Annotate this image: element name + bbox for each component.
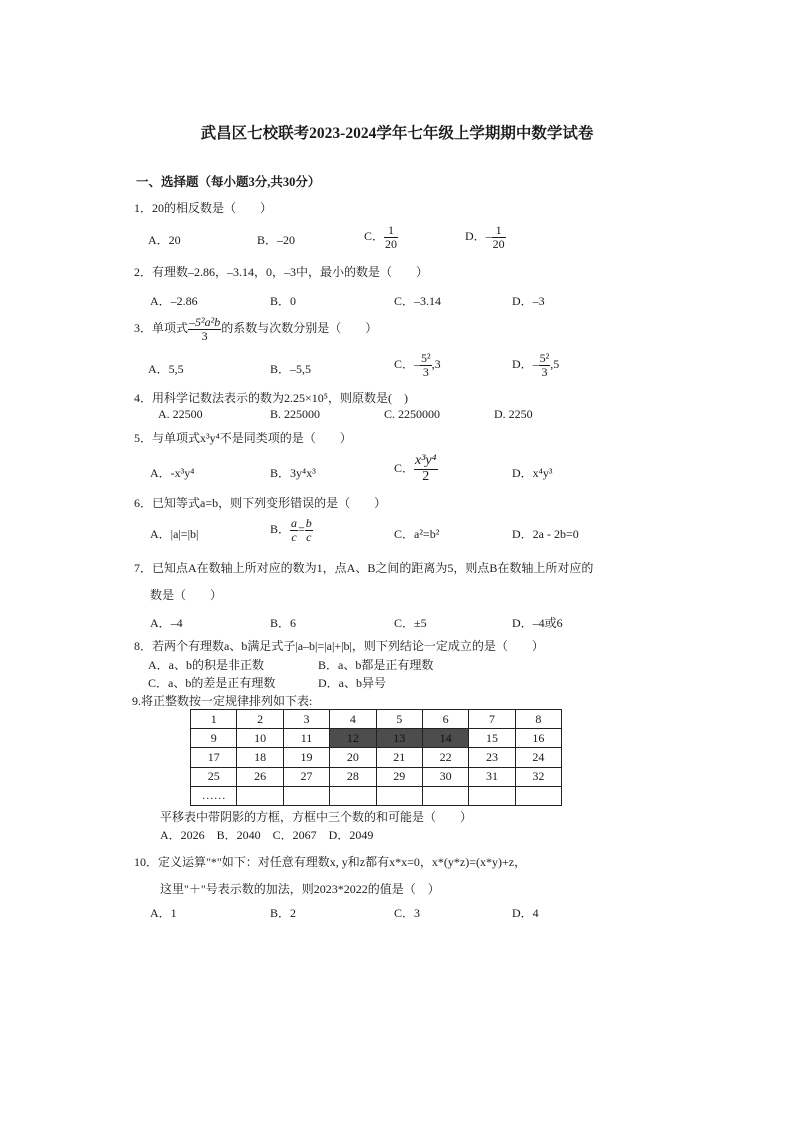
q3-stem-num: –5²a²b [189, 315, 221, 329]
q3-d-den: 3 [541, 364, 548, 379]
grid-cell: 32 [515, 767, 561, 786]
grid-row [191, 748, 562, 767]
q6-b-den1: c [291, 529, 297, 544]
q5-option-d: D．x⁴y³ [512, 466, 553, 480]
q3-c-num: 5² [421, 351, 431, 365]
grid-cell: 14 [422, 729, 468, 748]
q3-c-post: ,3 [431, 356, 441, 371]
grid-cell: 10 [237, 729, 283, 748]
q5-c-label: C． [394, 460, 415, 475]
grid-cell: 4 [330, 710, 376, 729]
q1-option-d-label: D．– [465, 228, 492, 243]
q5-option-a: A．-x³y⁴ [150, 466, 195, 480]
q9-stem: 9.将正整数按一定规律排列如下表: [132, 694, 313, 708]
q3-stem [134, 316, 377, 342]
grid-cell: 20 [330, 748, 376, 767]
q7-option-c: C．±5 [394, 616, 427, 630]
q8-option-d: D．a、b异号 [318, 676, 386, 690]
q1-d-den: 20 [492, 236, 505, 251]
q3-c-label: C．– [394, 356, 421, 371]
q3-c-fraction [420, 352, 432, 378]
grid-cell: 7 [469, 710, 515, 729]
grid-cell: 19 [283, 748, 329, 767]
q6-b-fraction-2 [305, 517, 313, 543]
q6-option-d: D．2a - 2b=0 [512, 527, 579, 541]
q8-option-b: B．a、b都是正有理数 [318, 658, 434, 672]
exam-title: 武昌区七校联考2023-2024学年七年级上学期期中数学试卷 [200, 125, 594, 142]
q1-option-c-label: C． [364, 228, 385, 243]
grid-row [191, 786, 562, 805]
grid-cell: 24 [515, 748, 561, 767]
q6-b-fraction-1 [290, 517, 298, 543]
q10-option-c: C．3 [394, 906, 421, 920]
q3-c-den: 3 [422, 364, 429, 379]
q3-option-c [394, 352, 441, 378]
grid-cell: 3 [283, 710, 329, 729]
q9-after-text: 平移表中带阴影的方框，方框中三个数的和可能是（ ） [160, 810, 473, 824]
q3-d-fraction [539, 352, 551, 378]
q5-option-c [394, 454, 438, 484]
grid-cell: 25 [191, 767, 237, 786]
grid-row [191, 710, 562, 729]
q1-option-a: A．20 [148, 233, 181, 247]
q5-stem: 5．与单项式x³y⁴不是同类项的是（ ） [134, 431, 352, 445]
q10-option-d: D．4 [512, 906, 539, 920]
grid-cell: 23 [469, 748, 515, 767]
grid-cell: 9 [191, 729, 237, 748]
q1-d-num: 1 [492, 224, 506, 238]
q6-option-b [270, 517, 313, 543]
q7-option-d: D．–4或6 [512, 616, 563, 630]
q6-b-eq: = [298, 521, 305, 536]
grid-cell: 17 [191, 748, 237, 767]
grid-cell: 13 [376, 729, 422, 748]
q5-c-fraction [414, 454, 438, 484]
grid-cell [283, 786, 329, 805]
grid-cell: 22 [422, 748, 468, 767]
q6-b-num1: a [291, 516, 298, 530]
q3-option-d [512, 352, 559, 378]
q1-option-c-fraction [384, 224, 398, 250]
q3-option-b: B．–5,5 [270, 362, 312, 376]
section-heading: 一、选择题（每小题3分,共30分） [136, 175, 321, 189]
grid-cell: 18 [237, 748, 283, 767]
q6-b-den2: c [306, 529, 312, 544]
grid-cell: 27 [283, 767, 329, 786]
q7-stem-line1: 7．已知点A在数轴上所对应的数为1，点A、B之间的距离为5，则点B在数轴上所对应的 [134, 561, 594, 575]
q1-c-den: 20 [385, 236, 398, 251]
q4-stem: 4．用科学记数法表示的数为2.25×10⁵，则原数是( ) [134, 391, 408, 405]
q3-d-num: 5² [539, 351, 550, 365]
q6-stem: 6．已知等式a=b，则下列变形错误的是（ ） [134, 496, 387, 510]
q2-option-b: B．0 [270, 294, 297, 308]
q8-option-a: A．a、b的积是非正数 [148, 658, 264, 672]
grid-cell: 15 [469, 729, 515, 748]
q5-c-den: 2 [422, 468, 430, 484]
grid-cell: 11 [283, 729, 329, 748]
grid-cell [376, 786, 422, 805]
grid-cell: 1 [191, 710, 237, 729]
grid-row [191, 767, 562, 786]
q9-options: A．2026 B．2040 C．2067 D．2049 [160, 828, 374, 842]
q3-d-post: ,5 [550, 356, 560, 371]
q10-stem-line2: 这里"＋"号表示数的加法，则2023*2022的值是（ ） [160, 882, 440, 896]
grid-cell: 12 [330, 729, 376, 748]
q3-stem-fraction [188, 316, 221, 342]
grid-cell: 29 [376, 767, 422, 786]
q7-option-b: B．6 [270, 616, 297, 630]
grid-cell: 26 [237, 767, 283, 786]
q3-d-label: D．– [512, 356, 539, 371]
q7-option-a: A．–4 [150, 616, 183, 630]
q5-c-num: x³y⁴ [415, 453, 437, 468]
grid-cell: 30 [422, 767, 468, 786]
q7-stem-line2: 数是（ ） [150, 588, 223, 602]
grid-cell: 6 [422, 710, 468, 729]
q2-stem: 2．有理数–2.86，–3.14，0，–3中，最小的数是（ ） [134, 265, 429, 279]
q3-stem-post: 的系数与次数分别是（ ） [221, 320, 378, 335]
q2-option-a: A．–2.86 [150, 294, 198, 308]
grid-cell [469, 786, 515, 805]
q5-option-b: B．3y⁴x³ [270, 466, 316, 480]
grid-cell: …… [191, 786, 237, 805]
grid-cell [330, 786, 376, 805]
q1-option-b: B．–20 [257, 233, 296, 247]
grid-cell: 2 [237, 710, 283, 729]
q6-option-a: A．|a|=|b| [150, 527, 199, 541]
grid-row [191, 729, 562, 748]
q3-option-a: A．5,5 [148, 362, 184, 376]
q2-option-d: D．–3 [512, 294, 545, 308]
q4-option-b: B. 225000 [270, 407, 321, 421]
q1-option-d-fraction [492, 224, 506, 250]
q3-stem-den: 3 [201, 328, 208, 343]
q1-stem: 1．20的相反数是（ ） [134, 201, 273, 215]
q1-c-num: 1 [384, 224, 398, 238]
q3-stem-pre: 3．单项式 [134, 320, 189, 335]
q10-stem-line1: 10．定义运算"*"如下：对任意有理数x, y和z都有x*x=0，x*(y*z)=(x*y)+z， [134, 855, 527, 869]
q4-option-a: A. 22500 [158, 407, 203, 421]
q4-option-d: D. 2250 [494, 407, 533, 421]
q8-stem: 8．若两个有理数a、b满足式子|a–b|=|a|+|b|，则下列结论一定成立的是（ ） [134, 639, 544, 653]
q6-b-label: B． [270, 521, 291, 536]
q4-option-c: C. 2250000 [384, 407, 441, 421]
q8-option-c: C．a、b的差是正有理数 [148, 676, 276, 690]
q10-option-a: A．1 [150, 906, 177, 920]
grid-cell: 28 [330, 767, 376, 786]
grid-cell [237, 786, 283, 805]
grid-cell [422, 786, 468, 805]
q1-option-c [364, 224, 398, 250]
grid-cell: 31 [469, 767, 515, 786]
q1-option-d [465, 224, 506, 250]
grid-cell: 16 [515, 729, 561, 748]
grid-cell: 8 [515, 710, 561, 729]
grid-cell: 5 [376, 710, 422, 729]
q10-option-b: B．2 [270, 906, 297, 920]
q2-option-c: C．–3.14 [394, 294, 442, 308]
number-grid-body [191, 710, 562, 806]
number-grid-table [190, 709, 562, 806]
q6-option-c: C．a²=b² [394, 527, 440, 541]
grid-cell [515, 786, 561, 805]
grid-cell: 21 [376, 748, 422, 767]
q6-b-num2: b [305, 516, 312, 530]
